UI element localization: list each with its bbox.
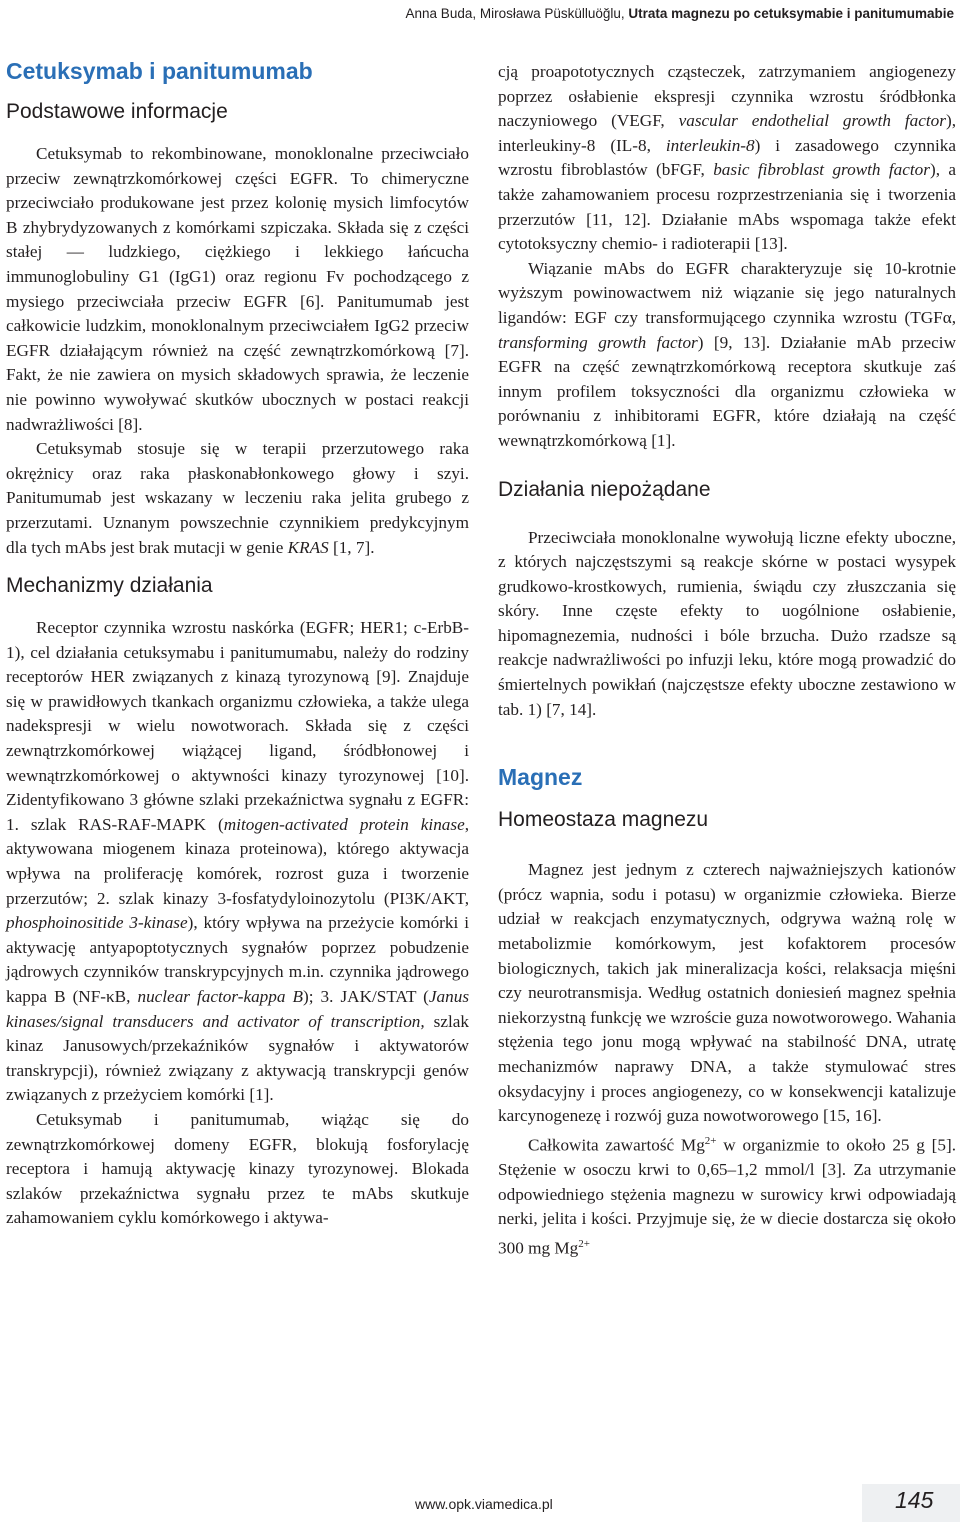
section-title-cetuksymab: Cetuksymab i panitumumab: [6, 58, 313, 84]
section-title-magnez: Magnez: [498, 764, 583, 791]
left-column: [6, 56, 469, 1231]
paragraph: Cetuksymab to rekombinowane, monoklonalne przeciwciało przeciw zewnątrzkomórkowej części EGFR. To chimeryczne przeciwciało produkowane jest przez kolonię mysich limfocytów B zhybrydyzowanych z komórkami szpiczaka. Składa się z części stałej — ludzkiego, ciężkiego i lekkiego łańcucha immunoglobuliny G1 (IgG1) oraz regionu Fv pochodzącego z mysiego przeciwciała przeciw EGFR [6]. Panitumumab jest całkowicie ludzkim, monoklonalnym przeciwciałem IgG2 przeciw EGFR działającym również na część zewnątrzkomórkową [7]. Fakt, że nie zawiera on mysich składowych sprawia, że leczenie nie powinno wywoływać skutków ubocznych w postaci reakcji nadwrażliwości [8].: [6, 144, 469, 434]
paragraph: Przeciwciała monoklonalne wywołują liczne efekty uboczne, z których najczęstszymi są reakcje skórne w postaci wysypek grudkowo-krostkowych, rumienia, świądu czy złuszczania się skóry. Inne częste efekty to uogólnione osłabienie, hipomagnezemia, nudności i bóle brzucha. Dużo rzadsze są reakcje nadwrażliwości po infuzji leku, które mogą prowadzić do śmiertelnych powikłań (najczęstsze efekty uboczne zestawiono w tab. 1) [7, 14].: [498, 527, 956, 719]
subheading-mechanizmy: Mechanizmy działania: [6, 574, 213, 598]
paragraph: Cetuksymab i panitumumab, wiążąc się do zewnątrzkomórkowej domeny EGFR, blokują fosforylację receptora i hamują aktywację kinazy tyrozynowej. Blokada szlaków przekaźnictwa sygnału przez te mAbs skutkuje zahamowaniem cyklu komórkowego i aktywa-: [6, 1109, 469, 1228]
footer-url[interactable]: www.opk.viamedica.pl: [415, 1496, 553, 1512]
header-authors: Anna Buda, Mirosława Püskülluöğlu,: [405, 6, 629, 21]
paragraph: Całkowita zawartość $Mg^{2+}$ w organizmie to około 25 g [5]. Stężenie w osoczu krwi to 0,65–1,2 mmol/l [3]. Za utrzymanie odpowiedniego stężenia magnezu w surowicy krwi odpowiadają nerki, jelita i kości. Przyjmuje się, że w diecie dostarcza się około 300 mg $Mg^{2+}$: [498, 1134, 956, 1258]
right-column: [498, 60, 956, 1261]
subheading-homeostaza: Homeostaza magnezu: [498, 808, 709, 832]
header-title: Utrata magnezu po cetuksymabie i panitumumabie: [628, 6, 954, 21]
paragraph: Receptor czynnika wzrostu naskórka (EGFR; HER1; c-ErbB-1), cel działania cetuksymabu i panitumumabu, należy do rodziny receptorów HER związanych z kinazą tyrozynową [9]. Znajduje się w prawidłowych tkankach organizmu człowieka, a także ulega nadekspresji w wielu nowotworach. Składa się z części zewnątrzkomórkowej wiążącej ligand, śródbłonowej i wewnątrzkomórkowej o aktywności kinazy tyrozynowej [10]. Zidentyfikowano 3 główne szlaki przekaźnictwa sygnału z EGFR: 1. szlak RAS-RAF-MAPK (mitogen-activated protein kinase, aktywowana miogenem kinaza proteinowa), którego aktywacja wpływa na proliferację komórek, rozrost guza i tworzenie przerzutów; 2. szlak kinazy 3-fosfatydyloinozytolu (PI3K/AKT, phosphoinositide 3-kinase), który wpływa na przeżycie komórki i aktywację antyapoptotycznych sygnałów poprzez pobudzenie jądrowych czynników transkrypcyjnych m.in. czynnika jądrowego kappa B (NF-κB, nuclear factor-kappa B); 3. JAK/STAT (Janus kinases/signal transducers and activator of transcription, szlak kinaz Janusowych/przekaźników sygnałów i aktywatorów transkrypcji), również związany z aktywacją transkrypcji genów związanych z przeżyciem komórki [1].: [6, 618, 470, 1105]
running-header: [406, 6, 954, 21]
paragraph: Wiązanie mAbs do EGFR charakteryzuje się 10-krotnie wyższym powinowactwem niż wiązanie się jego naturalnych ligandów: EGF czy transformującego czynnika wzrostu (TGFα, transforming growth factor) [9, 13]. Działanie mAb przeciw EGFR na część zewnątrzkomórkową receptora skutkuje zaś innym profilem toksyczności dla organizmu człowieka w porównaniu z inhibitorami EGFR, które działają na część wewnątrzkomórkową [1].: [498, 258, 956, 450]
paragraph: Magnez jest jednym z czterech najważniejszych kationów (prócz wapnia, sodu i potasu) w organizmie człowieka. Bierze udział w reakcjach enzymatycznych, odgrywa ważną rolę w metabolizmie komórkowym, jest kofaktorem procesów biologicznych, takich jak mineralizacja kości, relaksacja mięśni czy neurotransmisja. Według ostatnich doniesień magnez spełnia niekorzystną funkcję we wzroście guza nowotworowego. Wahania stężenia tego jonu mogą wpływać na stabilność DNA, utratę mechanizmów naprawy DNA, a także stymulować stres oksydacyjny i proces angiogenezy, co w konsekwencji katalizuje karcynogenezę i rozwój guza nowotworowego [15, 16].: [498, 860, 956, 1126]
subheading-podstawowe: Podstawowe informacje: [6, 100, 228, 123]
paragraph: cją proapototycznych cząsteczek, zatrzymaniem angiogenezy poprzez osłabienie ekspresji czynnika wzrostu śródbłonka naczyniowego (VEGF, vascular endothelial growth factor), interleukiny-8 (IL-8, interleukin-8) i zasadowego czynnika wzrostu fibroblastów (bFGF, basic fibroblast growth factor), a także zahamowaniem procesu rozprzestrzeniania się i tworzenia przerzutów [11, 12]. Działanie mAbs wspomaga także efekt cytotoksyczny chemio- i radioterapii [13].: [498, 62, 956, 254]
page-number: 145: [895, 1487, 934, 1513]
paragraph: Cetuksymab stosuje się w terapii przerzutowego raka okrężnicy oraz raka płaskonabłonkowego głowy i szyi. Panitumumab jest wskazany w leczeniu raka jelita grubego z przerzutami. Uznanym powszechnie czynnikiem predykcyjnym dla tych mAbs jest brak mutacji w genie KRAS [1, 7].: [6, 439, 469, 557]
subheading-dzialania: Działania niepożądane: [498, 477, 711, 501]
